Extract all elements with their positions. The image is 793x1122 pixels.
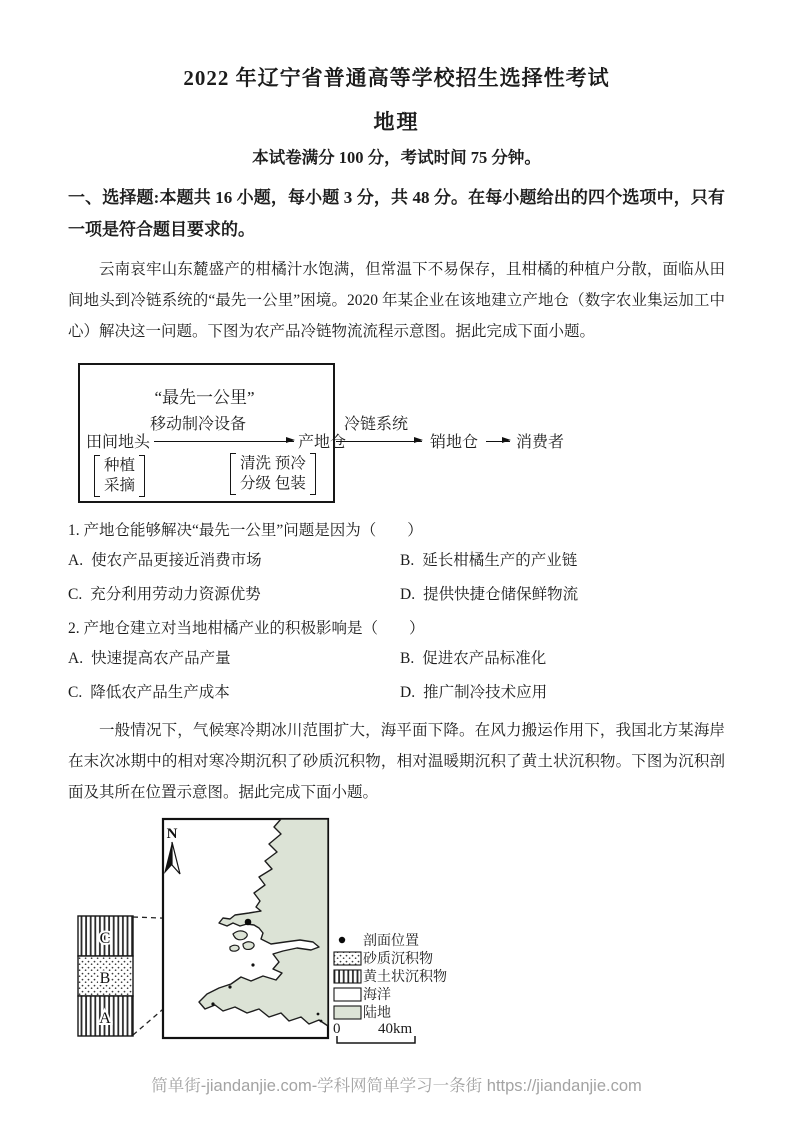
question-2: 2. 产地仓建立对当地柑橘产业的积极影响是（ ）: [68, 620, 425, 637]
map-legend: [334, 933, 447, 1021]
arrow-right-icon: [486, 441, 510, 442]
field-bracket-line1: 种植: [104, 457, 136, 474]
node-dest-warehouse: 销地仓: [430, 434, 479, 451]
option-d: D. 推广制冷技术应用: [400, 684, 548, 701]
coast-map: [163, 819, 328, 1038]
option-row: [68, 681, 725, 705]
legend-ocean-swatch: [334, 988, 361, 1001]
page-title: 2022 年辽宁省普通高等学校招生选择性考试: [183, 66, 610, 90]
first-mile-label: “最先一公里”: [154, 388, 255, 407]
cold-chain-flowchart: [78, 359, 725, 509]
scale-max: 40km: [378, 1021, 413, 1037]
passage-citrus: 云南哀牢山东麓盛产的柑橘汁水饱满，但常温下不易保存，且柑橘的种植户分散，面临从田间地头到冷链系统的“最先一公里”困境。2020 年某企业在该地建立产地仓（数字农业集运加工中心）解决这一问题。下图为农产品冷链物流流程示意图。据此完成下面小题。: [68, 261, 725, 340]
legend-dot-icon: [339, 937, 345, 943]
layer-label-a: A: [99, 1010, 111, 1027]
legend-label-sand: 砂质沉积物: [363, 952, 433, 967]
legend-land-swatch: [334, 1006, 361, 1019]
option-b: B. 促进农产品标准化: [400, 650, 547, 667]
node-origin-warehouse: 产地仓: [298, 434, 347, 451]
option-row: [68, 647, 725, 671]
question-2-options: [68, 647, 725, 705]
origin-bracket-line1: 清洗 预冷: [240, 455, 306, 472]
layer-label-b: B: [99, 970, 111, 987]
option-b: B. 延长柑橘生产的产业链: [400, 552, 578, 569]
field-bracket-line2: 采摘: [104, 477, 136, 494]
legend-label-ocean: 海洋: [363, 988, 391, 1003]
node-consumer: 消费者: [516, 434, 565, 451]
legend-label-loess: 黄土状沉积物: [363, 970, 447, 985]
question-1: 1. 产地仓能够解决“最先一公里”问题是因为（ ）: [68, 522, 423, 539]
option-row: [68, 583, 725, 607]
scale-zero: 0: [333, 1021, 341, 1037]
option-d: D. 提供快捷仓储保鲜物流: [400, 586, 579, 603]
legend-label-land: 陆地: [363, 1006, 391, 1021]
origin-bracket-line2: 分级 包装: [240, 475, 306, 492]
option-c: C. 充分利用劳动力资源优势: [68, 586, 261, 603]
option-a: A. 快速提高农产品产量: [68, 650, 231, 667]
option-c: C. 降低农产品生产成本: [68, 684, 230, 701]
layer-label-c: C: [99, 930, 111, 947]
profile-location-dot: [245, 919, 252, 926]
passage-glacial: 一般情况下，气候寒冷期冰川范围扩大，海平面下降。在风力搬运作用下，我国北方某海岸在末次冰期中的相对寒冷期沉积了砂质沉积物，相对温暖期沉积了黄土状沉积物。下图为沉积剖面及其所在位置示意图。据此完成下面小题。: [68, 722, 725, 801]
node-field: 田间地头: [86, 434, 151, 451]
watermark-footer: 简单街-jiandanjie.com-学科网简单学习一条街 https://jiandanjie.com: [151, 1077, 642, 1095]
legend-sand-swatch: [334, 952, 361, 965]
option-row: [68, 549, 725, 573]
option-a: A. 使农产品更接近消费市场: [68, 552, 262, 569]
field-bracket: [94, 455, 145, 497]
arrow-right-icon: [154, 441, 294, 442]
sediment-column: [78, 916, 133, 1036]
arrow2-label: 冷链系统: [344, 416, 409, 433]
exam-info: 本试卷满分 100 分，考试时间 75 分钟。: [252, 148, 541, 167]
arrow1-label: 移动制冷设备: [150, 416, 247, 433]
section-heading: 一、选择题:本题共 16 小题，每小题 3 分，共 48 分。在每小题给出的四个选项中，只有一项是符合题目要求的。: [68, 188, 725, 239]
arrow-right-icon: [336, 441, 422, 442]
subject-title: 地理: [373, 110, 420, 134]
sediment-map-figure: [75, 816, 535, 1068]
svg-text:N: N: [166, 826, 178, 842]
legend-loess-swatch: [334, 970, 361, 983]
scale-bar: [333, 1021, 415, 1043]
origin-bracket: [230, 453, 316, 495]
question-1-options: [68, 549, 725, 607]
legend-label-profile: 剖面位置: [363, 934, 419, 949]
